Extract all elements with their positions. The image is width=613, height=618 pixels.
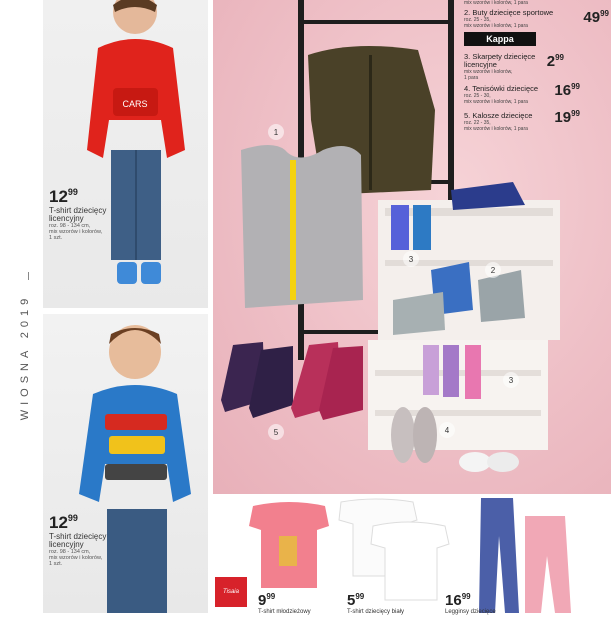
callout-badge: 2 xyxy=(485,262,501,278)
boy-blue-shirt-illustration xyxy=(43,314,208,613)
list-title: 2. Buty dziecięce sportowe xyxy=(464,8,554,17)
product-qty: 1 szt. xyxy=(49,561,63,567)
product-block-2 xyxy=(49,513,139,567)
list-price: $49^{99}$ xyxy=(583,9,609,26)
price: $5^{99}$ xyxy=(347,592,365,609)
bottom-product-3 xyxy=(445,592,496,615)
callout-badge: 3 xyxy=(503,372,519,388)
list-sub: mix wzorów i kolorów, xyxy=(464,69,513,75)
callout-badge: 4 xyxy=(439,422,455,438)
product-size: roz. 98 - 134 cm, xyxy=(49,549,91,555)
callout-badge: 3 xyxy=(403,251,419,267)
product-variants: mix wzorów i kolorów, xyxy=(49,229,103,235)
product-photo-red-tshirt xyxy=(43,0,208,308)
list-price: $2^{99}$ xyxy=(546,53,564,70)
price: $16^{99}$ xyxy=(445,592,471,609)
product-block-1 xyxy=(49,187,139,241)
list-sub: roz. 25 - 30, xyxy=(464,93,491,99)
list-price: $19^{99}$ xyxy=(554,109,580,126)
product-qty: 1 szt. xyxy=(49,235,63,241)
product-name: Legginsy dziecięce xyxy=(445,609,496,615)
list-sub: 1 para xyxy=(464,75,479,81)
list-sub: roz. 25 - 35, xyxy=(464,17,491,23)
product-size: roz. 98 - 134 cm, xyxy=(49,223,91,229)
divider-line xyxy=(28,272,29,280)
list-item-1-sub: mix wzorów i kolorów, 1 para xyxy=(464,0,528,6)
list-sub: mix wzorów i kolorów, 1 para xyxy=(464,126,528,132)
product-name: T-shirt dziecięcy licencyjny xyxy=(49,206,107,223)
list-item-2 xyxy=(464,9,609,29)
svg-text:CARS: CARS xyxy=(122,99,148,109)
price: $12^{99}$ xyxy=(49,513,78,532)
price: $12^{99}$ xyxy=(49,187,78,206)
list-item-3 xyxy=(464,53,609,81)
list-title: 3. Skarpety dziecięce licencyjne xyxy=(464,52,536,69)
product-variants: mix wzorów i kolorów, xyxy=(49,555,103,561)
list-price: $16^{99}$ xyxy=(554,82,580,99)
list-title: 4. Tenisówki dziecięce xyxy=(464,84,539,93)
list-sub: mix wzorów i kolorów, 1 para xyxy=(464,99,528,105)
list-item-4 xyxy=(464,82,609,105)
bottom-product-1 xyxy=(258,592,311,615)
list-sub: mix wzorów i kolorów, 1 para xyxy=(464,23,528,29)
product-photo-blue-tshirt xyxy=(43,314,208,613)
season-label: WIOSNA 2019 xyxy=(19,293,31,421)
price: $9^{99}$ xyxy=(258,592,276,609)
bottom-product-2 xyxy=(347,592,404,615)
list-item-5 xyxy=(464,109,609,132)
kappa-logo: Kappa xyxy=(464,32,536,46)
boy-red-shirt-illustration xyxy=(43,0,208,308)
callout-badge: 1 xyxy=(268,124,284,140)
callout-badge: 5 xyxy=(268,424,284,440)
product-name: T-shirt dziecięcy licencyjny xyxy=(49,532,107,549)
tisaia-logo: Tisaia xyxy=(215,577,247,607)
product-name: T-shirt młodzieżowy xyxy=(258,609,311,615)
product-name: T-shirt dziecięcy biały xyxy=(347,609,405,615)
list-title: 5. Kalosze dziecięce xyxy=(464,111,533,120)
list-sub: roz. 22 - 35, xyxy=(464,120,491,126)
